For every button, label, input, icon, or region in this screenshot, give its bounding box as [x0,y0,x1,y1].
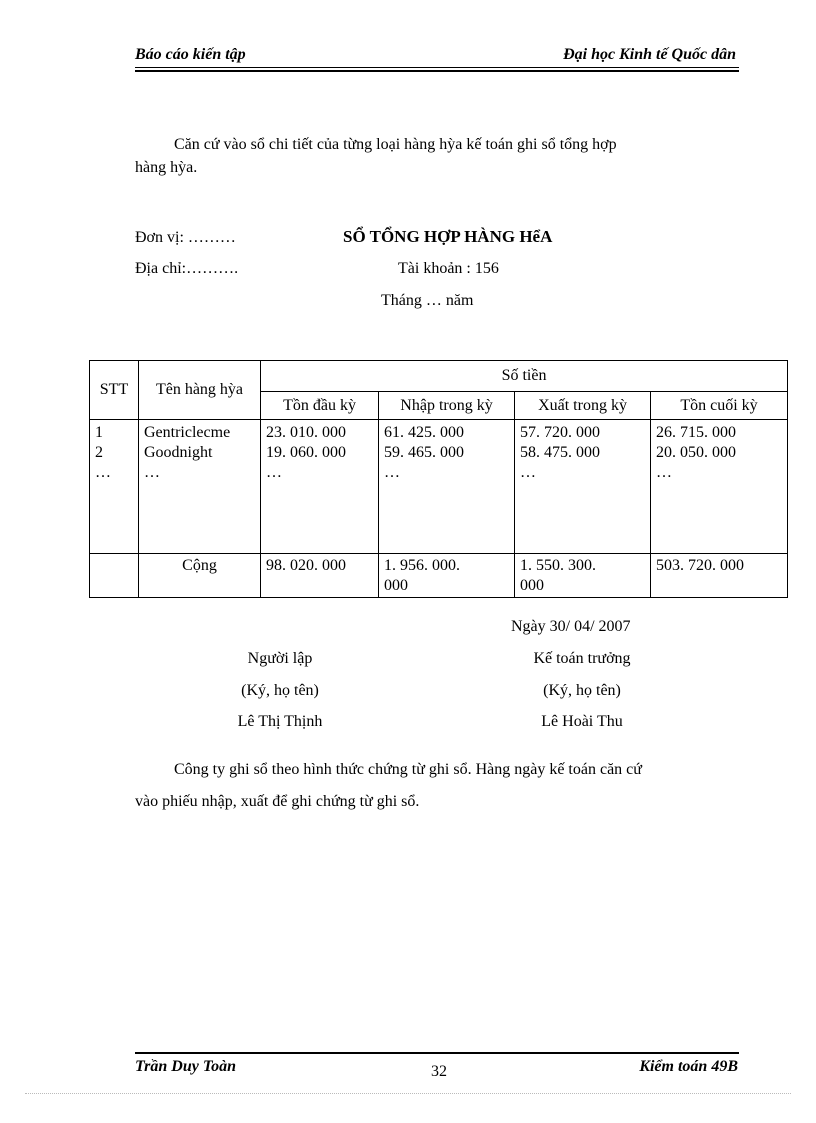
total-closing: 503. 720. 000 [651,554,788,598]
row-import: … [384,464,400,481]
opening-cell [261,420,379,554]
ledger-table [89,360,788,598]
row-name: Goodnight [144,444,213,461]
row-export: 58. 475. 000 [520,444,600,461]
row-closing: … [656,464,672,481]
closing-cell [651,420,788,554]
preparer-note: (Ký, họ tên) [241,682,319,699]
page-number: 32 [431,1063,447,1080]
total-import [379,554,515,598]
row-export: 57. 720. 000 [520,424,600,441]
row-name: … [144,464,160,481]
name-cell [139,420,261,554]
row-stt: 1 [95,424,103,441]
row-stt: 2 [95,444,103,461]
preparer-title: Người lập [247,650,313,667]
footer-class: Kiểm toán 49B [639,1058,738,1075]
footer-author: Trần Duy Toàn [135,1058,237,1075]
row-export: … [520,464,536,481]
unit-label: Đơn vị: ……… [135,229,236,246]
total-import-line: 000 [384,577,408,594]
row-import: 61. 425. 000 [384,424,464,441]
table-row [90,420,788,554]
page-bottom-edge [25,1093,791,1094]
row-import: 59. 465. 000 [384,444,464,461]
header-rule-thick [135,70,739,72]
ledger-title: SỔ TỔNG HỢP HÀNG HểA [343,227,553,246]
intro-line-1: Căn cứ vào sổ chi tiết của từng loại hàng hỳa kế toán ghi sổ tổng hợp [174,136,617,153]
intro-line-2: hàng hỳa. [135,159,198,176]
address-label: Địa chỉ:………. [135,260,239,277]
export-cell [515,420,651,554]
row-closing: 20. 050. 000 [656,444,736,461]
total-opening: 98. 020. 000 [261,554,379,598]
header-right: Đại học Kinh tế Quốc dân [563,46,736,63]
row-closing: 26. 715. 000 [656,424,736,441]
account-label: Tài khoản : 156 [398,260,499,277]
total-export-line: 1. 550. 300. [520,557,596,574]
row-opening: … [266,464,282,481]
header-stt: STT [90,361,139,420]
stt-cell [90,420,139,554]
closing-line-1: Công ty ghi sổ theo hình thức chứng từ ghi sổ. Hàng ngày kế toán căn cứ [174,761,642,778]
signature-date: Ngày 30/ 04/ 2007 [511,618,631,635]
total-import-line: 1. 956. 000. [384,557,460,574]
total-stt-empty [90,554,139,598]
row-name: Gentriclecme [144,424,231,441]
total-export [515,554,651,598]
header-money: Số tiền [261,361,788,392]
import-cell [379,420,515,554]
row-stt: … [95,464,111,481]
header-closing: Tồn cuối kỳ [651,392,788,420]
header-left: Báo cáo kiến tập [135,46,246,63]
total-label: Cộng [139,554,261,598]
chief-accountant-note: (Ký, họ tên) [543,682,621,699]
row-opening: 19. 060. 000 [266,444,346,461]
header-rule [135,67,739,68]
header-name: Tên hàng hỳa [139,361,261,420]
header-export: Xuất trong kỳ [515,392,651,420]
period-label: Tháng … năm [381,292,474,309]
total-row [90,554,788,598]
closing-line-2: vào phiếu nhập, xuất để ghi chứng từ ghi sổ. [135,793,420,810]
header-import: Nhập trong kỳ [379,392,515,420]
row-opening: 23. 010. 000 [266,424,346,441]
preparer-name: Lê Thị Thịnh [237,713,323,730]
total-export-line: 000 [520,577,544,594]
chief-accountant-title: Kế toán trưởng [533,650,631,667]
chief-accountant-name: Lê Hoài Thu [541,713,623,730]
header-opening: Tồn đầu kỳ [261,392,379,420]
footer-rule [135,1052,739,1054]
